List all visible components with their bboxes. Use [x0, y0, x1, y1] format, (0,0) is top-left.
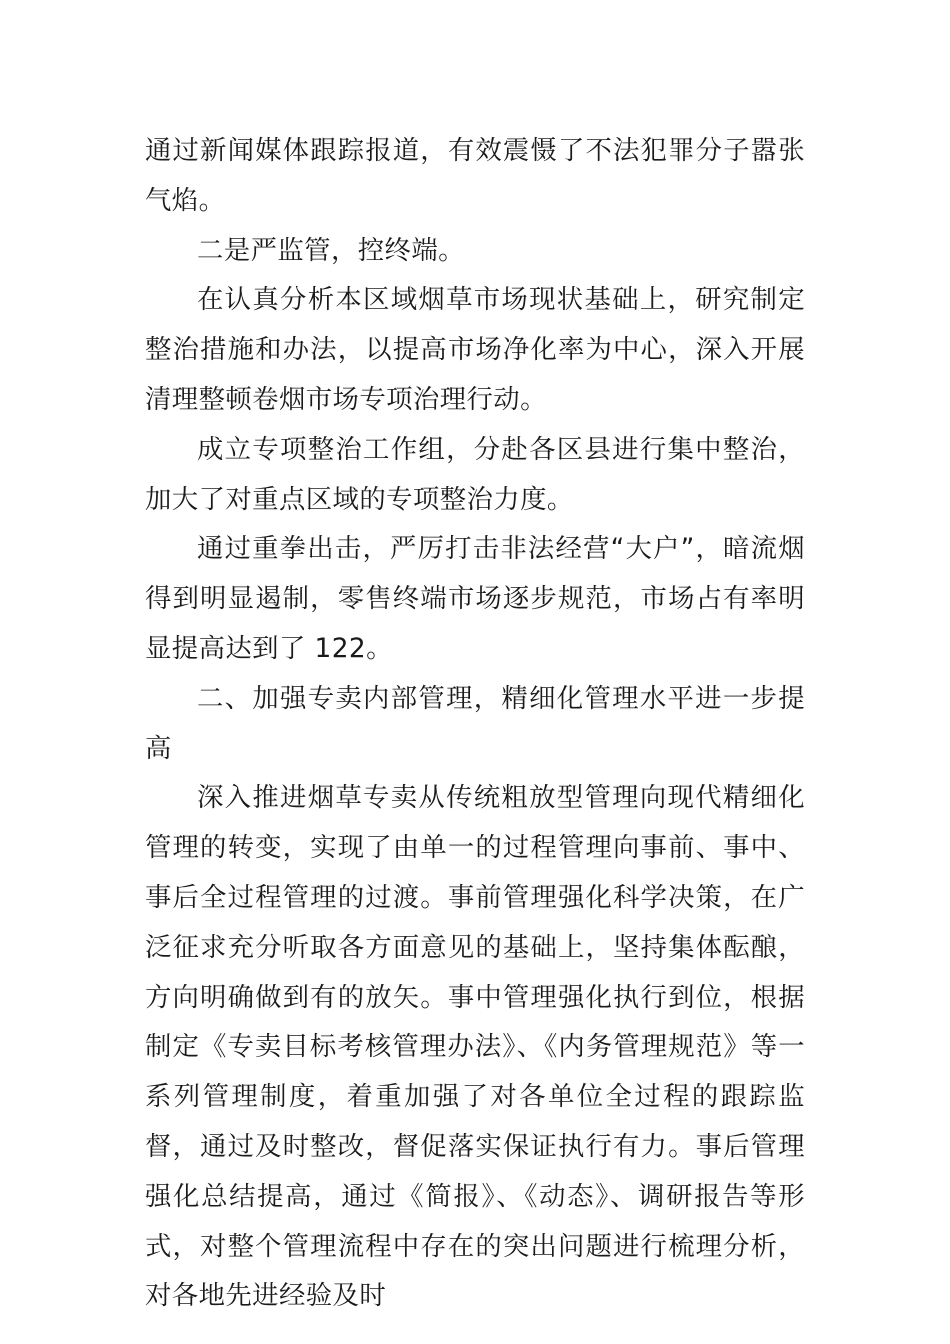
paragraph-4: 成立专项整治工作组，分赴各区县进行集中整治，加大了对重点区域的专项整治力度。 — [145, 433, 805, 515]
document-body — [145, 126, 805, 1321]
paragraph-1: 通过新闻媒体跟踪报道，有效震慑了不法犯罪分子嚣张气焰。 — [145, 135, 805, 216]
section-heading: 二、加强专卖内部管理，精细化管理水平进一步提高 — [145, 682, 805, 764]
paragraph-5: 通过重拳出击，严厉打击非法经营“大户”，暗流烟得到明显遏制，零售终端市场逐步规范，市场占有率明显提高达到了 122。 — [145, 533, 805, 664]
paragraph-3: 在认真分析本区域烟草市场现状基础上，研究制定整治措施和办法，以提高市场净化率为中心，深入开展清理整顿卷烟市场专项治理行动。 — [145, 284, 805, 415]
paragraph-7: 深入推进烟草专卖从传统粗放型管理向现代精细化管理的转变，实现了由单一的过程管理向事前、事中、事后全过程管理的过渡。事前管理强化科学决策，在广泛征求充分听取各方面意见的基础上，坚持集体酝酿，方向明确做到有的放矢。事中管理强化执行到位，根据制定《专卖目标考核管理办法》、《内务管理规范》等一系列管理制度，着重加强了对各单位全过程的跟踪监督，通过及时整改，督促落实保证执行有力。事后管理强化总结提高，通过《简报》、《动态》、调研报告等形式，对整个管理流程中存在的突出问题进行梳理分析，对各地先进经验及时 — [145, 782, 805, 1312]
paragraph-2-heading: 二是严监管，控终端。 — [197, 234, 465, 266]
